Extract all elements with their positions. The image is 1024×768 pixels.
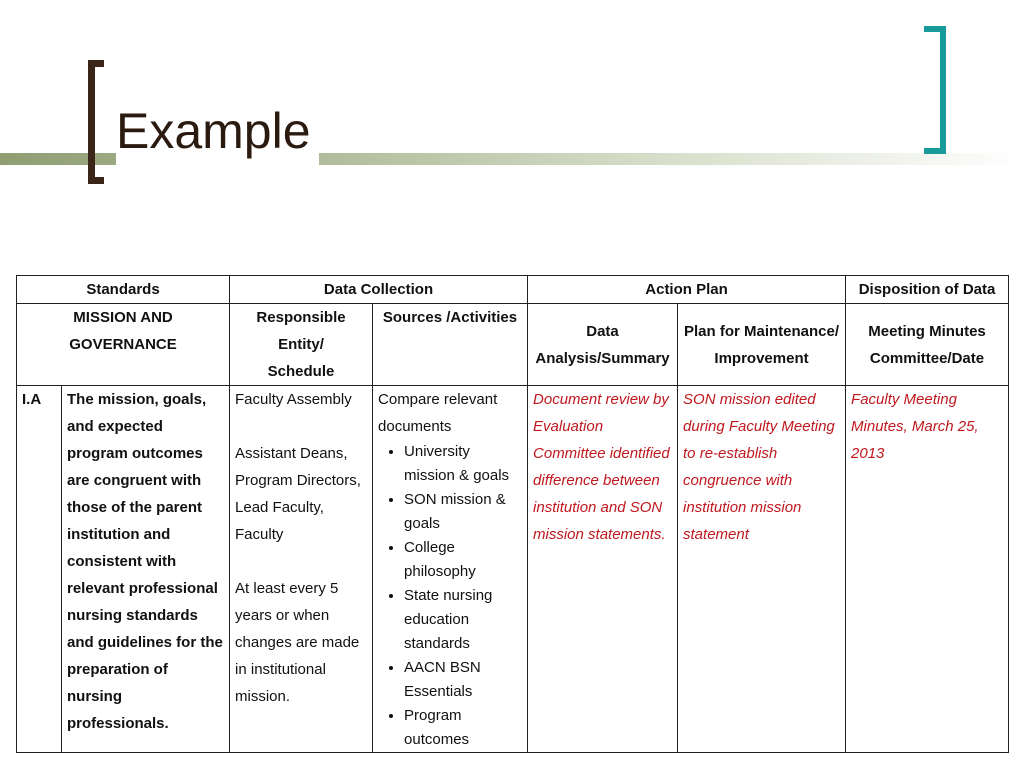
responsible-entity-2: Assistant Deans, Program Directors, Lead Faculty, Faculty [235, 445, 361, 543]
list-item: • SON mission & goals [404, 488, 522, 536]
sources-cell [373, 386, 528, 753]
left-bracket-decoration [88, 60, 104, 184]
header-standards: Standards [17, 276, 230, 304]
plan-text: SON mission edited during Faculty Meeting to re-establish congruence with institution mission statement [678, 386, 846, 753]
header-data-analysis-line2: Analysis/Summary [535, 349, 670, 367]
header-plan [678, 304, 846, 386]
list-item: • AACN BSN Essentials [404, 656, 522, 704]
header-minutes-line1: Meeting Minutes [868, 322, 986, 340]
minutes-text: Faculty Meeting Minutes, March 25, 2013 [846, 386, 1009, 753]
list-item: • College philosophy [404, 536, 522, 584]
spacer [235, 548, 367, 575]
header-sources: Sources /Activities [373, 304, 528, 386]
example-table [16, 275, 1009, 753]
list-item: • University mission & goals [404, 440, 522, 488]
header-mission: MISSION AND GOVERNANCE [17, 304, 230, 386]
header-data-analysis-line1: Data [586, 322, 619, 340]
data-analysis-text: Document review by Evaluation Committee identified difference between institution and SON mission statements. [528, 386, 678, 753]
standard-text: The mission, goals, and expected program outcomes are congruent with those of the parent institution and consistent with relevant professional nursing standards and guidelines for the preparation of nursing professionals. [62, 386, 230, 753]
header-plan-line2: Improvement [714, 349, 809, 367]
header-data-collection: Data Collection [230, 276, 528, 304]
table-row [17, 386, 1009, 753]
header-responsible [230, 304, 373, 386]
header-action-plan: Action Plan [528, 276, 846, 304]
list-item: • Program outcomes [404, 704, 522, 752]
responsible-cell [230, 386, 373, 753]
header-row-2 [17, 304, 1009, 386]
header-row-1 [17, 276, 1009, 304]
list-item: • State nursing education standards [404, 584, 522, 656]
sources-list [378, 440, 522, 752]
header-responsible-line2: Schedule [267, 363, 335, 380]
responsible-entity-1: Faculty Assembly [235, 391, 352, 408]
right-bracket-decoration [924, 26, 946, 154]
header-responsible-line1: Responsible Entity/ [256, 309, 346, 353]
header-data-analysis [528, 304, 678, 386]
sources-intro: Compare relevant documents [378, 391, 498, 435]
spacer [235, 413, 367, 440]
header-disposition: Disposition of Data [846, 276, 1009, 304]
responsible-schedule: At least every 5 years or when changes are made in institutional mission. [235, 580, 360, 705]
header-minutes-line2: Committee/Date [869, 349, 985, 367]
example-table-container [16, 275, 1008, 748]
slide-title: Example [116, 96, 319, 166]
header-plan-line1: Plan for Maintenance/ [684, 322, 840, 340]
header-minutes [846, 304, 1009, 386]
standard-id: I.A [17, 386, 62, 753]
